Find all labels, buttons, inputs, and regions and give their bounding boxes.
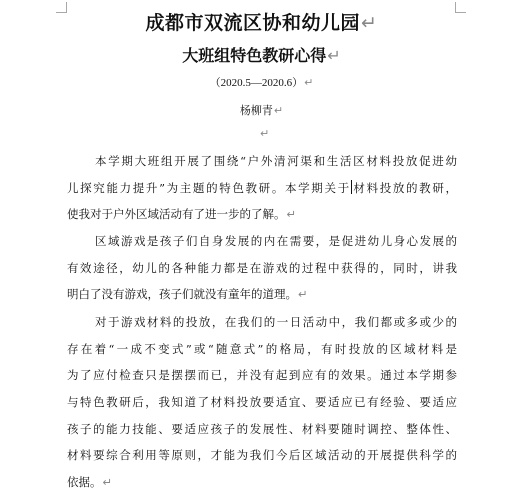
paragraph-mark-icon: ↵ <box>102 475 113 490</box>
paragraph-mark-icon: ↵ <box>260 127 270 140</box>
paragraph-mark-icon: ↵ <box>286 207 297 222</box>
paragraph-line: 与特色教研后，我知道了材料投放要适宜、要适应已有经验、要适应 <box>67 395 457 410</box>
paragraph-line: 存在着“一成不变式”或“随意式”的格局，有时投放的区域材料是 <box>67 341 457 356</box>
paragraph-line: 依据。↵ <box>67 475 113 490</box>
document-title[interactable] <box>0 8 523 35</box>
paragraph-mark-icon: ↵ <box>361 12 378 34</box>
paragraph-line: 有效途径，幼儿的各种能力都是在游戏的过程中获得的，同时，讲我 <box>67 260 457 275</box>
paragraph-line: 材料要综合利用等原则，才能为我们今后区域活动的开展提供科学的 <box>67 448 457 463</box>
body-paragraph-3[interactable] <box>67 309 457 496</box>
body-paragraph-1[interactable] <box>67 148 457 228</box>
document-subtitle[interactable] <box>0 43 523 66</box>
document-title-text: 成都市双流区协和幼儿园 <box>145 12 361 34</box>
body-paragraph-2[interactable] <box>67 228 457 308</box>
author-line[interactable] <box>0 102 523 118</box>
author-name: 杨柳青 <box>239 104 273 117</box>
paragraph-mark-icon: ↵ <box>304 76 314 89</box>
date-range-text: （2020.5—2020.6） <box>209 77 304 89</box>
paragraph-line: 儿探究能力提升”为主题的特色教研。本学期关于材料投放的教研， <box>67 180 457 195</box>
date-range[interactable] <box>0 74 523 90</box>
paragraph-line: 使我对于户外区域活动有了进一步的了解。↵ <box>67 207 297 222</box>
paragraph-line: 区域游戏是孩子们自身发展的内在需要，是促进幼儿身心发展的 <box>95 234 457 248</box>
paragraph-line: 孩子的能力技能、要适应孩子的发展性、材料要随时调控、整体性、 <box>67 421 457 436</box>
paragraph-mark-icon: ↵ <box>298 287 308 302</box>
paragraph-mark-icon: ↵ <box>327 46 341 65</box>
paragraph-line: 对于游戏材料的投放，在我们的一日活动中，我们都或多或少的 <box>95 315 457 329</box>
paragraph-mark-icon: ↵ <box>273 104 284 117</box>
empty-paragraph[interactable] <box>259 127 269 140</box>
paragraph-line: 明白了没有游戏，孩子们就没有童年的道理。↵ <box>67 287 308 302</box>
paragraph-line: 本学期大班组开展了围绕“户外清河渠和生活区材料投放促进幼 <box>95 154 457 168</box>
document-subtitle-text: 大班组特色教研心得 <box>182 46 327 65</box>
paragraph-line: 为了应付检查只是摆摆而已，并没有起到应有的效果。通过本学期参 <box>67 368 457 383</box>
